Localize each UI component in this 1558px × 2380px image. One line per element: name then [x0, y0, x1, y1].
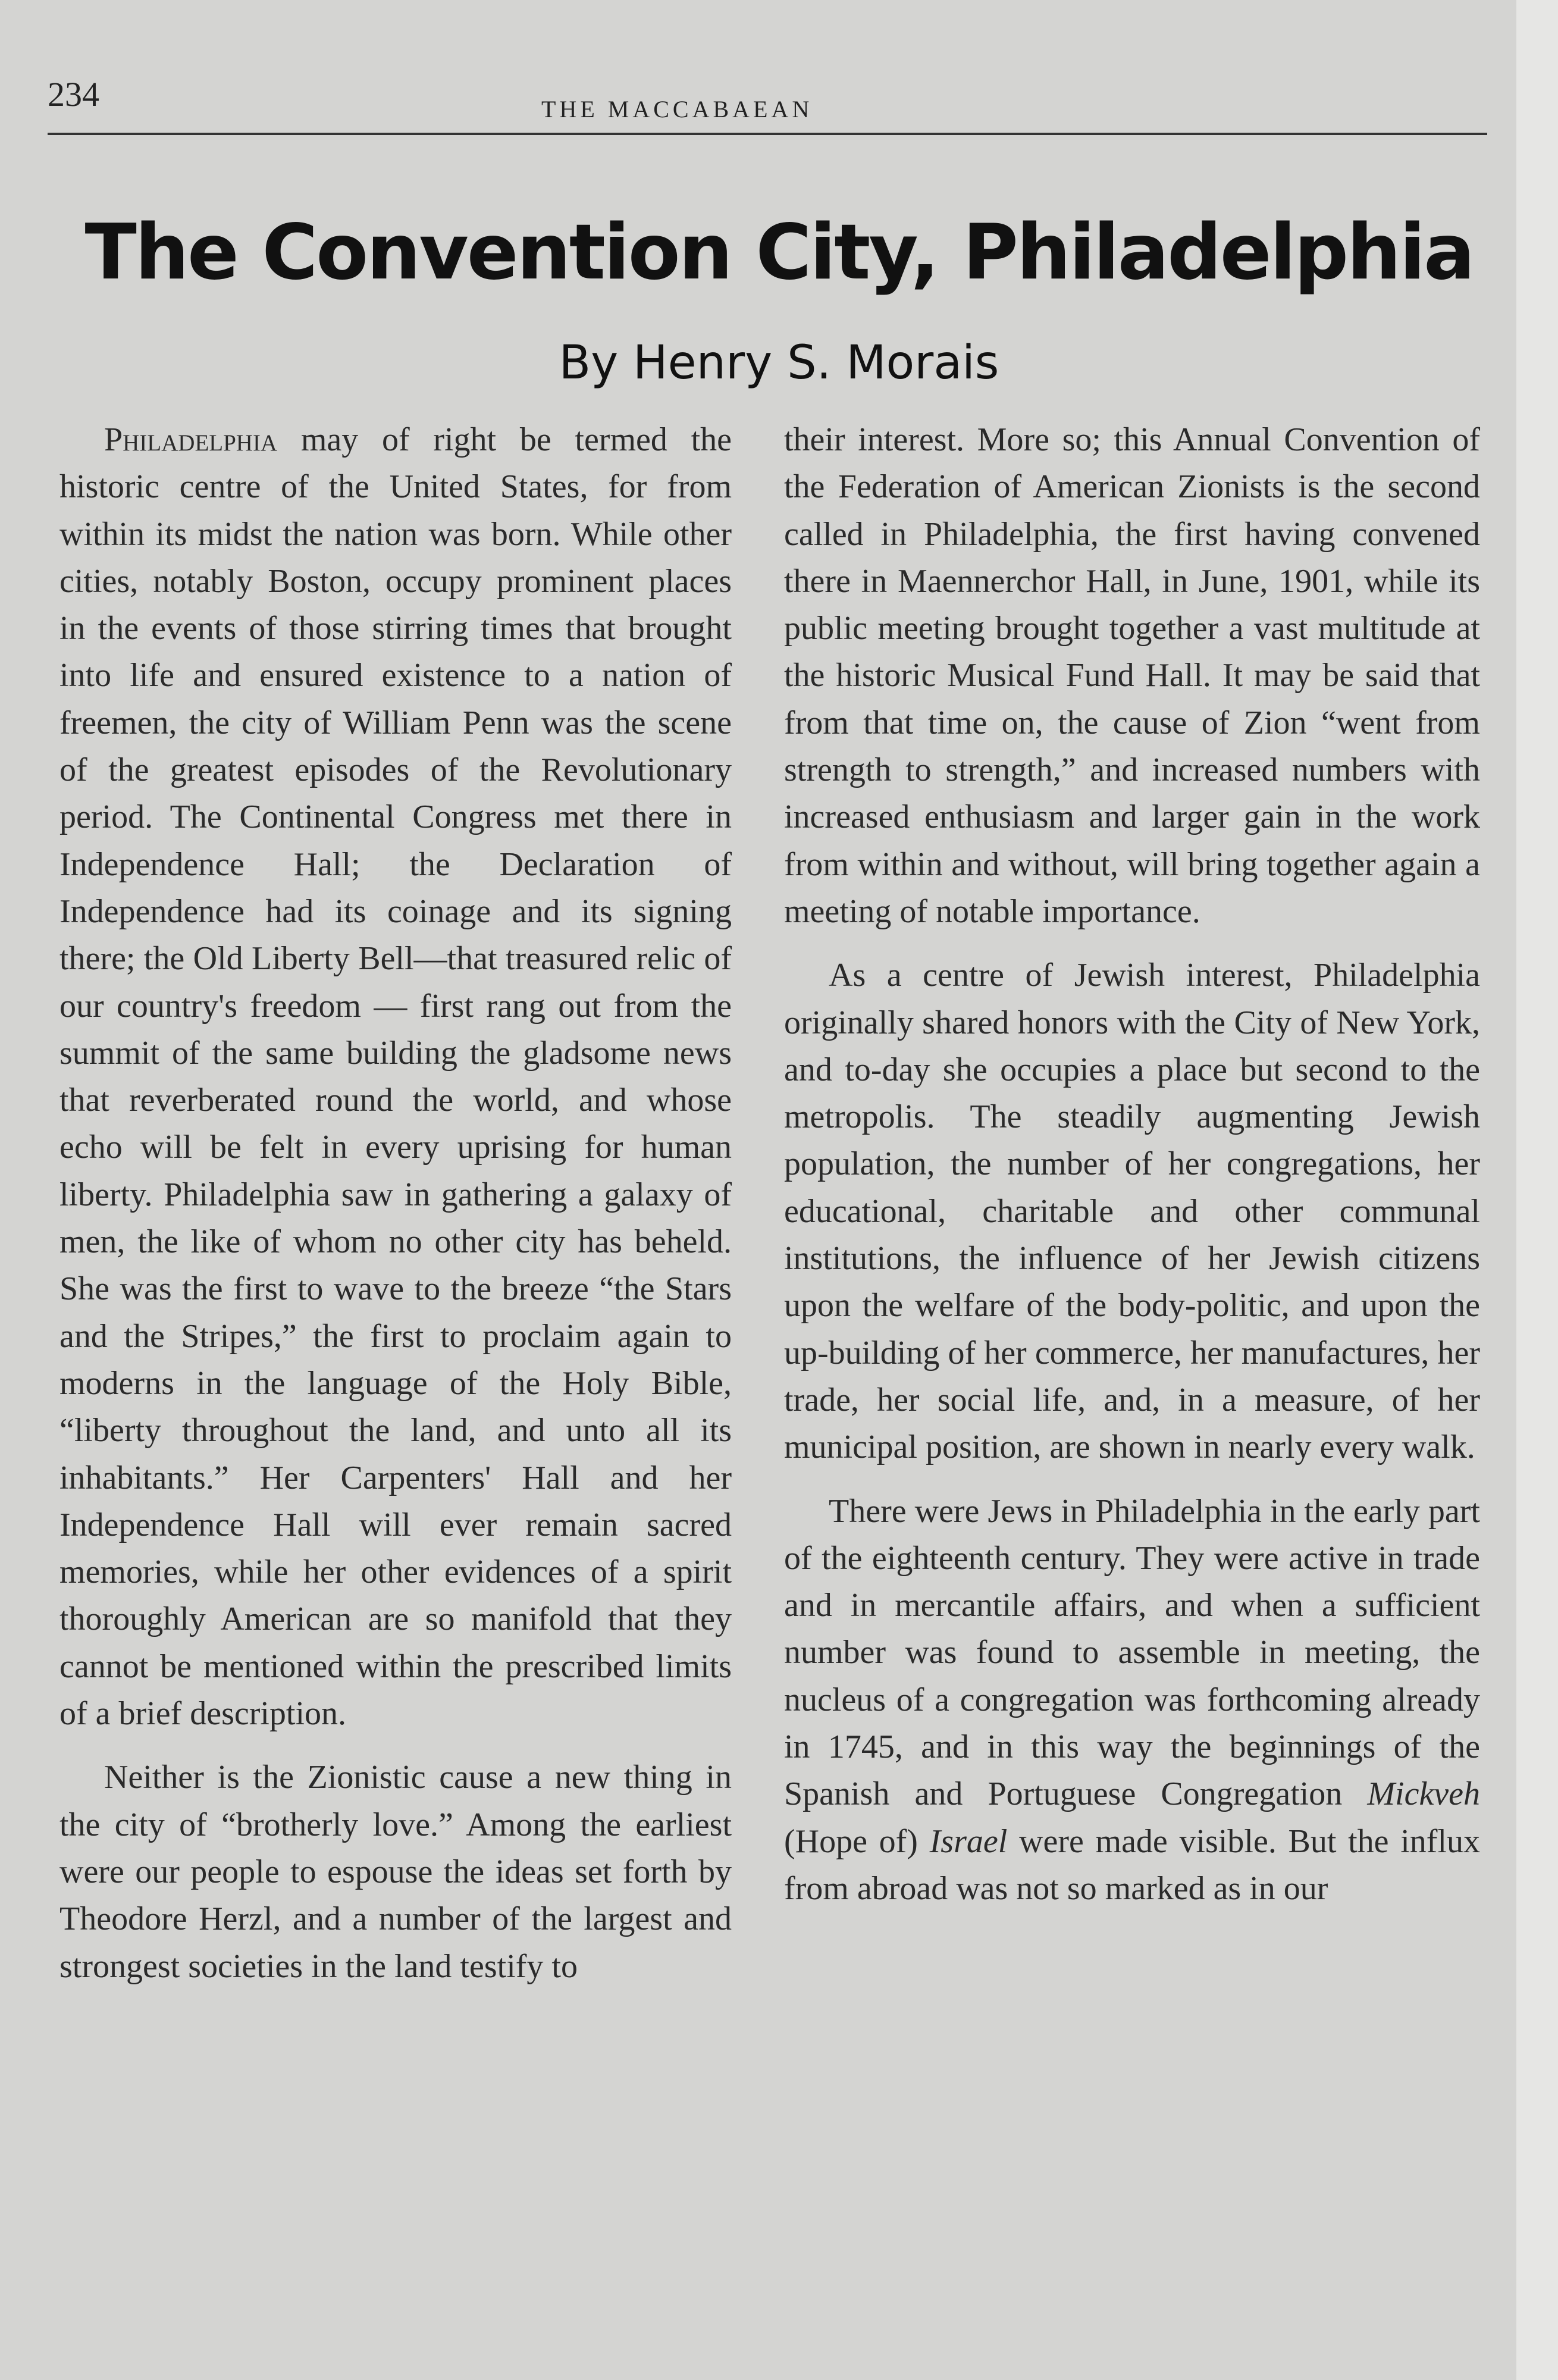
- paragraph: [784, 1488, 1480, 1913]
- paragraph-text: There were Jews in Philadelphia in the early part of the eighteenth century. They were active in trade and in mercantile affairs, and when a sufficient number was found to assemble in meeting, the nucleus of a congregation was forthcoming already in 1745, and in this way the beginnings of the Spanish and Portuguese Congregation: [784, 1492, 1480, 1813]
- paragraph-text: were made visible. But the influx from abroad was not so marked as in our: [784, 1822, 1481, 1907]
- italic-word: Mickveh: [1367, 1775, 1481, 1813]
- paragraph-text: may of right be termed the historic centre of the United States, for from within its midst the nation was born. While other cities, notably Boston, occupy prominent places in the events of those stirring times that brought into life and ensured existence to a nation of freemen, the city of William Penn was the scene of the greatest episodes of the Revolutionary period. The Continental Congress met there in Independence Hall; the Declaration of Independence had its coinage and its signing there; the Old Liberty Bell—that treasured relic of our country's freedom — first rang out from the summit of the same building the gladsome news that reverberated round the world, and whose echo will be felt in every uprising for human liberty. Philadelphia saw in gathering a galaxy of men, the like of whom no other city has beheld. She was the first to wave to the breeze “the Stars and the Stripes,” the first to proclaim again to moderns in the language of the Holy Bible, “liberty throughout the land, and unto all its inhabitants.” Her Carpenters' Hall and her Independence Hall will ever remain sacred memories, while her other evidences of a spirit thoroughly American are so manifold that they cannot be mentioned within the prescribed limits of a brief description.: [59, 421, 732, 1733]
- right-column: [784, 416, 1480, 1912]
- lead-word: Philadelphia: [104, 421, 278, 458]
- page-number: 234: [48, 75, 99, 114]
- page-header: [48, 74, 1487, 134]
- italic-word: Israel: [929, 1822, 1008, 1860]
- paragraph: [59, 416, 732, 1737]
- article-byline: By Henry S. Morais: [559, 336, 999, 390]
- left-column: [59, 416, 732, 1990]
- paragraph: Neither is the Zionistic cause a new thing in the city of “brotherly love.” Among the earliest were our people to espouse the ideas set forth by Theodore Herzl, and a number of the largest and strongest societies in the land testify to: [59, 1759, 732, 1985]
- header-rule: [48, 133, 1487, 135]
- paragraph: As a centre of Jewish interest, Philadelphia originally shared honors with the City of New York, and to-day she occupies a place but second to the metropolis. The steadily augmenting Jewish population, the number of her congregations, her educational, charitable and other communal institutions, the influence of her Jewish citizens upon the welfare of the body-politic, and upon the up-building of her commerce, her manufactures, her trade, her social life, and, in a measure, of her municipal position, are shown in nearly every walk.: [784, 957, 1480, 1466]
- paragraph-text: (Hope of): [784, 1822, 918, 1860]
- article-title: The Convention City, Philadelphia: [84, 208, 1474, 297]
- paragraph: their interest. More so; this Annual Convention of the Federation of American Zionists is the second called in Philadelphia, the first having convened there in Maennerchor Hall, in June, 1901, while its public meeting brought together a vast multitude at the historic Musical Fund Hall. It may be said that from that time on, the cause of Zion “went from strength to strength,” and increased numbers with increased enthusiasm and larger gain in the work from within and without, will bring together again a meeting of notable importance.: [784, 421, 1480, 930]
- running-head: THE MACCABAEAN: [541, 96, 813, 123]
